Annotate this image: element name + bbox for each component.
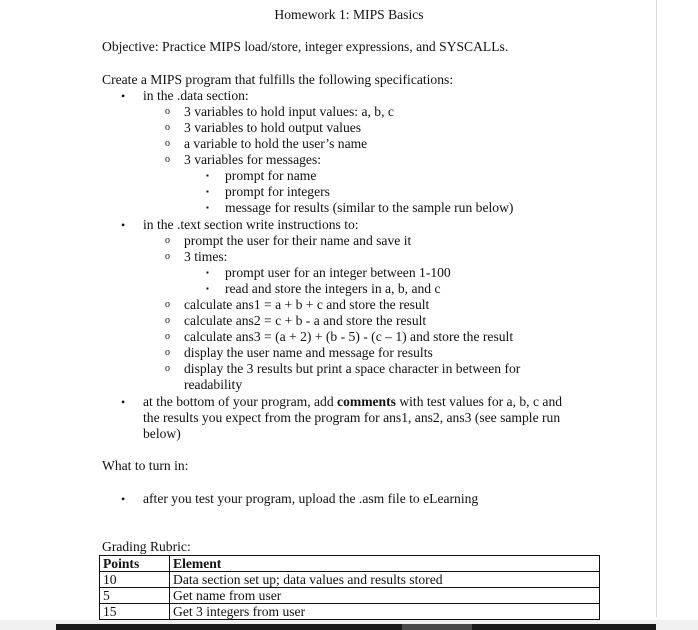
comments-item-text: with test values for a, b, c and (395, 394, 563, 409)
page-margin-line (656, 0, 657, 617)
list-item: 3 times: (184, 249, 228, 264)
square-bullet-icon: ▪ (206, 268, 209, 277)
circle-bullet-icon: o (165, 154, 170, 165)
turn-in-heading: What to turn in: (102, 458, 189, 473)
circle-bullet-icon: o (165, 363, 170, 374)
circle-bullet-icon: o (165, 347, 170, 358)
turn-in-item: after you test your program, upload the .asm file to eLearning (143, 491, 479, 506)
list-item: calculate ans2 = c + b - a and store the result (184, 313, 427, 328)
points-cell: 15 (100, 604, 170, 620)
scrollbar-thumb[interactable] (402, 624, 472, 630)
comments-bold-word: comments (337, 394, 396, 409)
table-row (100, 588, 600, 604)
list-item: display the 3 results but print a space character in between for (184, 361, 521, 376)
list-item: 3 variables to hold input values: a, b, c (184, 104, 394, 119)
list-item: 3 variables for messages: (184, 152, 322, 167)
list-item: prompt for name (225, 168, 317, 183)
circle-bullet-icon: o (165, 138, 170, 149)
element-cell: Data section set up; data values and results stored (170, 572, 600, 588)
comments-item-line3: below) (143, 426, 181, 441)
bullet-icon: • (121, 395, 126, 409)
circle-bullet-icon: o (165, 331, 170, 342)
list-item: calculate ans3 = (a + 2) + (b - 5) - (c – 1) and store the result (184, 329, 514, 344)
column-header-points: Points (100, 556, 170, 572)
list-item: 3 variables to hold output values (184, 120, 362, 135)
bullet-icon: • (121, 89, 126, 103)
circle-bullet-icon: o (165, 251, 170, 262)
list-item: calculate ans1 = a + b + c and store the result (184, 297, 430, 312)
square-bullet-icon: ▪ (206, 171, 209, 180)
column-header-element: Element (170, 556, 600, 572)
rubric-table (99, 555, 600, 620)
list-item: prompt the user for their name and save it (184, 233, 412, 248)
square-bullet-icon: ▪ (206, 187, 209, 196)
square-bullet-icon: ▪ (206, 203, 209, 212)
list-item: display the user name and message for results (184, 345, 433, 360)
circle-bullet-icon: o (165, 299, 170, 310)
document-title: Homework 1: MIPS Basics (274, 7, 424, 22)
text-section-label: in the .text section write instructions to: (143, 217, 359, 232)
bullet-icon: • (121, 218, 126, 232)
list-item: read and store the integers in a, b, and c (225, 281, 441, 296)
table-row (100, 604, 600, 620)
square-bullet-icon: ▪ (206, 284, 209, 293)
bullet-icon: • (121, 492, 126, 506)
data-section-label: in the .data section: (143, 88, 249, 103)
rubric-caption: Grading Rubric: (102, 539, 191, 554)
comments-item-line1 (143, 394, 562, 410)
list-item: prompt user for an integer between 1-100 (225, 265, 451, 280)
list-item: a variable to hold the user’s name (184, 136, 368, 151)
objective-text: Objective: Practice MIPS load/store, integer expressions, and SYSCALLs. (102, 39, 509, 54)
circle-bullet-icon: o (165, 315, 170, 326)
list-item: prompt for integers (225, 184, 330, 199)
intro-text: Create a MIPS program that fulfills the following specifications: (102, 72, 454, 87)
circle-bullet-icon: o (165, 235, 170, 246)
table-row (100, 572, 600, 588)
list-item-continuation: readability (184, 377, 243, 392)
table-header-row (100, 556, 600, 572)
list-item: message for results (similar to the sample run below) (225, 200, 514, 215)
element-cell: Get 3 integers from user (170, 604, 600, 620)
comments-item-line2: the results you expect from the program for ans1, ans2, ans3 (see sample run (143, 410, 561, 425)
element-cell: Get name from user (170, 588, 600, 604)
circle-bullet-icon: o (165, 106, 170, 117)
points-cell: 10 (100, 572, 170, 588)
circle-bullet-icon: o (165, 122, 170, 133)
points-cell: 5 (100, 588, 170, 604)
horizontal-scrollbar[interactable] (56, 624, 656, 630)
comments-item-text: at the bottom of your program, add (143, 394, 338, 409)
